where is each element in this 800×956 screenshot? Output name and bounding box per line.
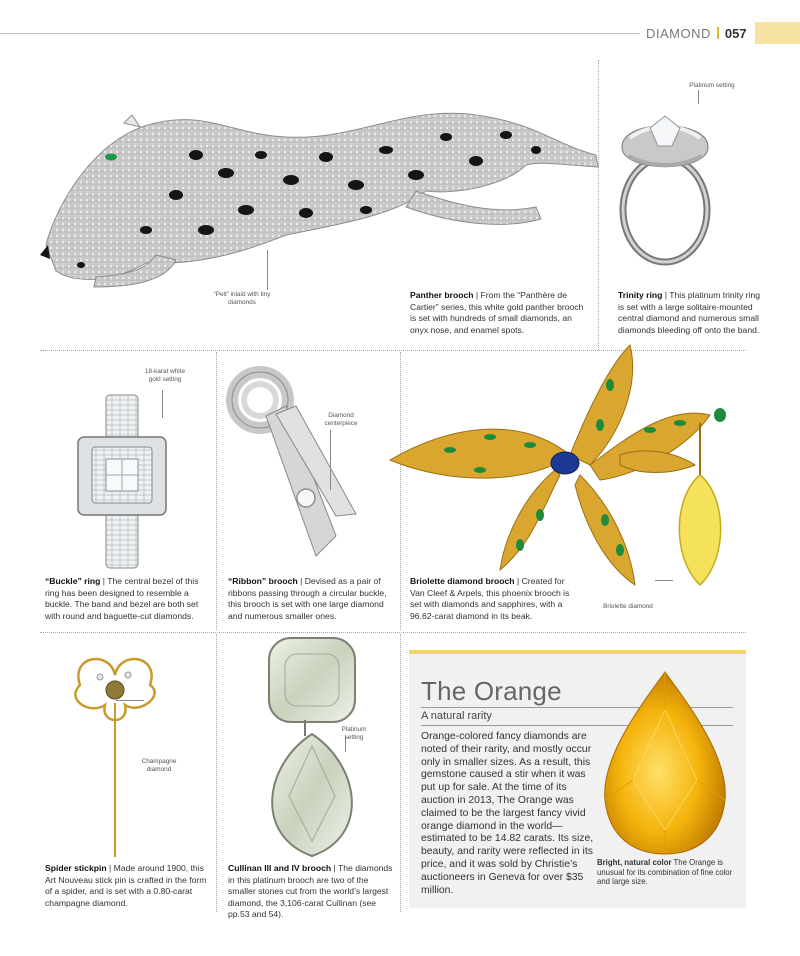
panther-caption: Panther brooch | From the “Panthère de Cartier” series, this white gold panther brooch is set with hundreds of small diamonds, an onyx nose, and enamel spots. (410, 290, 584, 335)
champagne-callout: Champagne diamond (141, 758, 177, 773)
caption-title: Bright, natural color (597, 858, 672, 867)
trinity-caption: Trinity ring | This platinum trinity ring is set with a large solitaire-mounted central diamond and numerous small diamonds bleeding off onto the band. (618, 290, 761, 335)
caption-title: Briolette diamond brooch (410, 576, 515, 586)
ribbon-caption: “Ribbon” brooch | Devised as a pair of ribbons passing through a circular buckle, this brooch is set with one large diamond and numerous smaller ones. (228, 576, 387, 621)
caption-text: The Orange is unusual for its combination of fine color and large size. (597, 858, 733, 887)
feature-title: The Orange (421, 676, 562, 706)
callout-leader (655, 580, 673, 581)
caption-text: Devised as a pair of ribbons passing through a circular buckle, this brooch is set with one large diamond and numerous smaller ones. (228, 576, 387, 621)
caption-text: The central bezel of this ring has been designed to resemble a buckle. The band and bezel are both set with round and baguette-cut diamonds. (45, 576, 199, 621)
caption-title: Panther brooch (410, 290, 474, 300)
caption-title: Spider stickpin (45, 863, 107, 873)
callout-leader (267, 250, 268, 290)
diamond-centerpiece-callout: Diamond centerpiece (324, 412, 358, 427)
white-gold-callout: 18-karat white gold setting (144, 368, 186, 383)
caption-title: “Buckle” ring (45, 576, 101, 586)
platinum-setting-callout: Platinum setting (689, 82, 735, 89)
cullinan-caption: Cullinan III and IV brooch | The diamonds in this platinum brooch are two of the smaller stones cut from the world’s largest diamond, the 3,106-carat Cullinan (see pp.53 and 54). (228, 863, 393, 919)
callout-leader (116, 700, 144, 701)
briolette-callout: Briolette diamond (603, 603, 653, 610)
header-separator (717, 27, 719, 39)
phoenix-brooch-image (390, 345, 790, 605)
callout-leader (698, 90, 699, 104)
caption-text: This platinum trinity ring is set with a large solitaire-mounted central diamond and numerous small diamonds bleeding off onto the band. (618, 290, 761, 335)
row-divider-2 (40, 632, 746, 633)
caption-title: “Ribbon” brooch (228, 576, 298, 586)
platinum-setting-callout: Platinum setting (341, 726, 367, 741)
page-number: 057 (724, 25, 747, 41)
ribbon-brooch-image (226, 366, 376, 566)
pelt-callout: “Pelt” inlaid with tiny diamonds (213, 291, 271, 306)
column-divider (216, 352, 217, 630)
page-header (640, 22, 800, 44)
caption-text: Created for Van Cleef & Arpels, this phoenix brooch is set with diamonds and sapphires, with a 96.62-carat diamond in its beak. (410, 576, 570, 621)
briolette-caption: Briolette diamond brooch | Created for Van Cleef & Arpels, this phoenix brooch is set with diamonds and sapphires, with a 96.62-carat diamond in its beak. (410, 576, 570, 621)
feature-caption (597, 858, 733, 887)
spider-caption: Spider stickpin | Made around 1900, this Art Nouveau stick pin is crafted in the form of a spider, and is set with a 0.80-carat champagne diamond. (45, 863, 207, 908)
header-rule (0, 33, 640, 34)
buckle-caption: “Buckle” ring | The central bezel of this ring has been designed to resemble a buckle. The band and bezel are both set with round and baguette-cut diamonds. (45, 576, 199, 621)
callout-leader (330, 430, 331, 490)
trinity-ring-image (610, 98, 720, 268)
header-accent-bar (755, 22, 800, 44)
panther-brooch-image (36, 95, 606, 295)
orange-diamond-image (597, 670, 733, 856)
feature-body: Orange-colored fancy diamonds are noted of their rarity, and mostly occur only in smaller sizes. As a result, this gemstone caused a stir when it was put up for sale. At the time of its auction in 2013, The Orange was claimed to be the largest fancy vivid orange diamond in the world—estimated to be 14.82 carats. Its size, beauty, and rarity were reflected in its price, and it was sold by Christie’s auctioneers in Geneva for over $35 million. (421, 731, 594, 896)
caption-title: Trinity ring (618, 290, 663, 300)
cullinan-brooch-image (255, 636, 370, 858)
caption-title: Cullinan III and IV brooch (228, 863, 332, 873)
feature-box-the-orange (409, 650, 746, 908)
caption-text: Made around 1900, this Art Nouveau stick pin is crafted in the form of a spider, and is set with a 0.80-carat champagne diamond. (45, 863, 207, 908)
caption-text: From the “Panthère de Cartier” series, this white gold panther brooch is set with hundreds of small diamonds, an onyx nose, and enamel spots. (410, 290, 584, 335)
buckle-ring-image (72, 395, 172, 570)
column-divider (400, 634, 401, 912)
callout-leader (162, 390, 163, 418)
caption-text: The diamonds in this platinum brooch are two of the smaller stones cut from the world’s largest diamond, the 3,106-carat Cullinan (see pp.53 and 54). (228, 863, 393, 919)
column-divider (216, 634, 217, 912)
feature-subtitle: A natural rarity (421, 710, 492, 722)
section-title: DIAMOND (646, 25, 711, 41)
